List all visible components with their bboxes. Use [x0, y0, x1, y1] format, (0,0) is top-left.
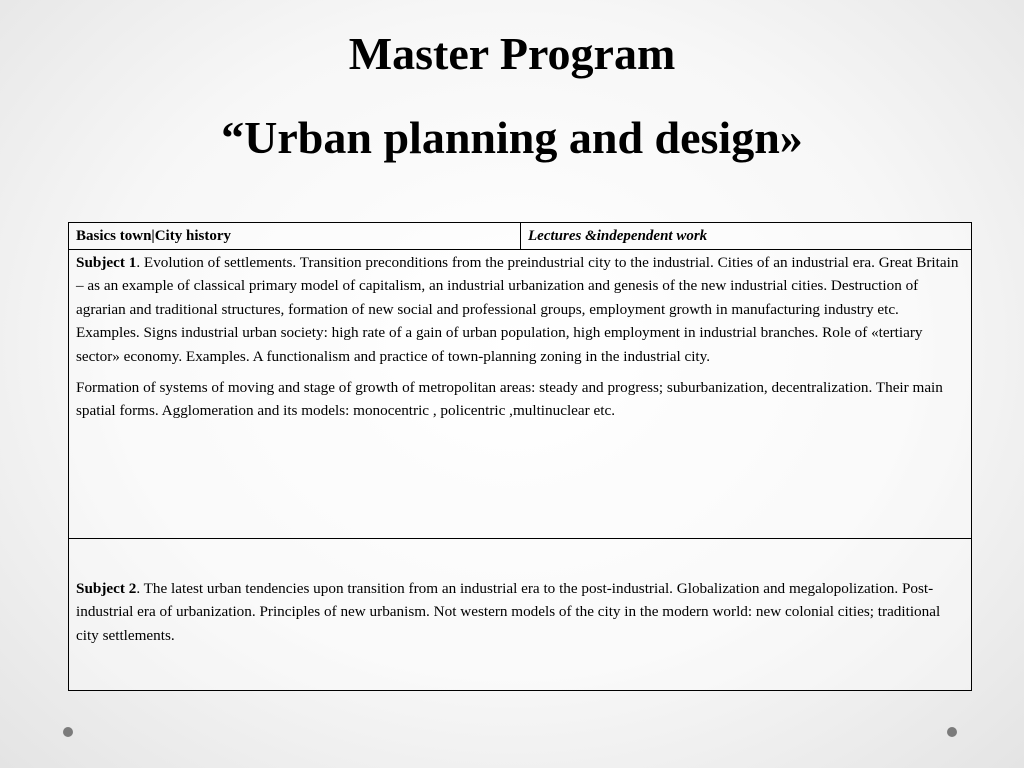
page-title: Master Program [348, 28, 676, 79]
subject-2-text: . The latest urban tendencies upon transition from an industrial era to the post-industrial. Globalization and megalopolization. Post-industrial era of urbanization. Principles of new urbanism. Not western models of the city in the modern world: new colonial cities; traditional city settlements. [76, 580, 941, 644]
subject-1-paragraph [76, 251, 964, 368]
page-subtitle: “Urban planning and design» [221, 112, 803, 163]
subject-2-paragraph [76, 577, 964, 647]
decorative-dot-right [947, 727, 957, 737]
course-table [68, 222, 972, 691]
subject-1-label: Subject 1 [76, 254, 137, 271]
table-header-row [69, 223, 971, 250]
subject-2-row [69, 539, 971, 690]
subject-2-label: Subject 2 [76, 580, 137, 597]
subject-1-text: . Evolution of settlements. Transition preconditions from the preindustrial city to the industrial. Cities of an industrial era. Great Britain – as an example of classical primary model of capitalism, an industrial urbanization and genesis of the new industrial cities. Destruction of agrarian and traditional structures, formation of new social and professional groups, employment growth in manufacturing industry etc. Examples. Signs industrial urban society: high rate of a gain of urban population, high employment in industrial branches. Role of «tertiary sector» economy. Examples. A functionalism and practice of town-planning zoning in the industrial city. [76, 254, 959, 365]
subject-1-paragraph-2: Formation of systems of moving and stage of growth of metropolitan areas: steady and progress; suburbanization, decentralization. Their main spatial forms. Agglomeration and its models: monocentric , policentric ,multinuclear etc. [76, 379, 943, 420]
course-name-cell: Basics town|City history [69, 223, 521, 249]
course-format-cell: Lectures &independent work [528, 228, 708, 244]
decorative-dot-left [63, 727, 73, 737]
subject-1-row [69, 250, 971, 539]
